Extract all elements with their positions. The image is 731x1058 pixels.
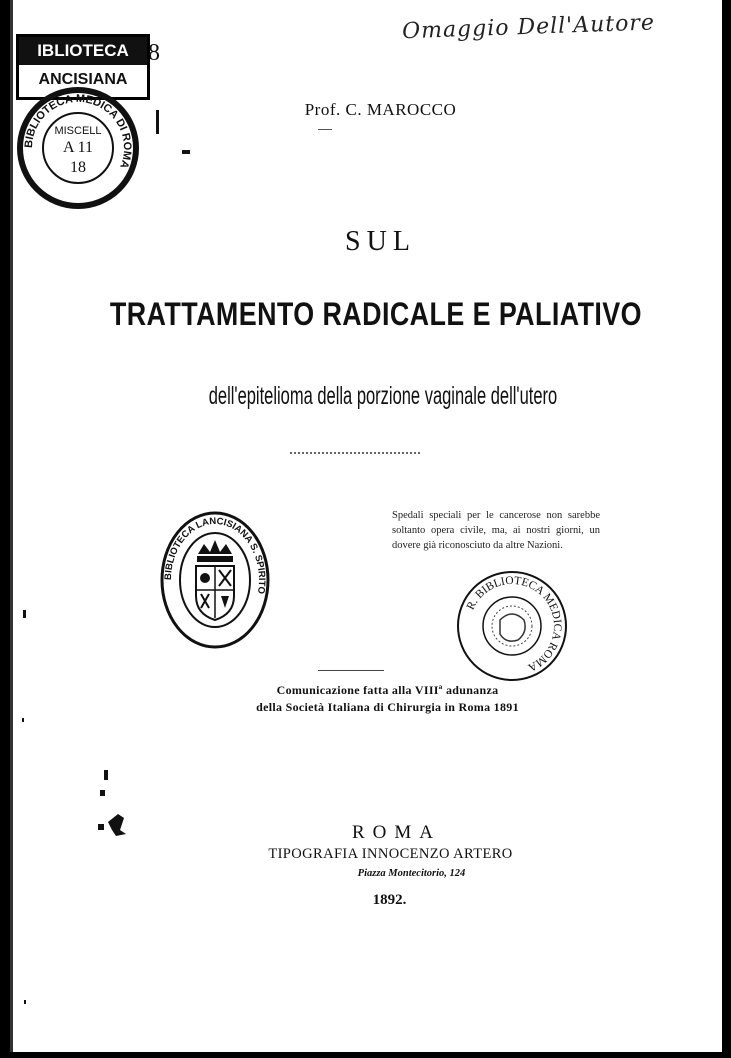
speck	[23, 610, 26, 618]
author-rule	[318, 129, 332, 130]
epigraph: Spedali speciali per le cancerose non sarebbe soltanto opera civile, ma, ai nostri giorni, un dovere già riconosciuto da altre Nazioni.	[392, 510, 600, 551]
subtitle: dell'epitelioma della porzione vaginale dell'utero	[208, 382, 558, 410]
top-stamp-shelf-1: MISCELL	[54, 125, 102, 137]
publisher-address: Piazza Montecitorio, 124	[357, 868, 466, 879]
publisher: TIPOGRAFIA INNOCENZO ARTERO	[268, 846, 513, 862]
crest-stamp-ring-text: BIBLIOTECA LANCISIANA S. SPIRITO	[162, 515, 268, 595]
speck	[22, 718, 24, 722]
roma-stamp-ring-text: R. BIBLIOTECA MEDICA ROMA	[464, 574, 564, 674]
crest-stamp	[160, 510, 270, 650]
speck	[24, 1000, 26, 1004]
communication-rule	[318, 670, 384, 671]
emblem-icon	[500, 614, 525, 641]
top-stamp-shelf-2: A 11	[62, 139, 94, 156]
library-label-top: IBLIOTECA	[19, 37, 147, 65]
title-preposition: SUL	[345, 226, 416, 257]
crown-icon	[198, 540, 232, 554]
scan-edge-bottom	[0, 1052, 731, 1058]
publication-year: 1892.	[372, 892, 407, 908]
top-stamp-shelf-3: 18	[70, 159, 86, 176]
svg-text:R. BIBLIOTECA MEDICA ROMA	[465, 575, 563, 674]
communication-line-1: Comunicazione fatta alla VIIIª adunanza	[276, 683, 499, 697]
library-label-bottom: ANCISIANA	[38, 71, 128, 88]
author: Prof. C. MAROCCO	[304, 100, 457, 119]
ink-marks	[90, 760, 150, 860]
title: TRATTAMENTO RADICALE E PALIATIVO	[109, 296, 642, 332]
communication-line-2: della Società Italiana di Chirurgia in Roma 1891	[256, 700, 519, 714]
roma-library-stamp	[456, 570, 568, 682]
city: ROMA	[351, 822, 441, 843]
speck	[156, 110, 159, 134]
dotted-rule	[290, 452, 420, 454]
handwritten-dedication: Omaggio Dell'Autore	[401, 10, 656, 45]
top-stamp-ring-text: BIBLIOTECA MEDICA DI ROMA	[22, 92, 134, 170]
shelf-digit: 8	[148, 40, 160, 66]
communication-note	[0, 682, 731, 716]
speck	[182, 150, 190, 154]
